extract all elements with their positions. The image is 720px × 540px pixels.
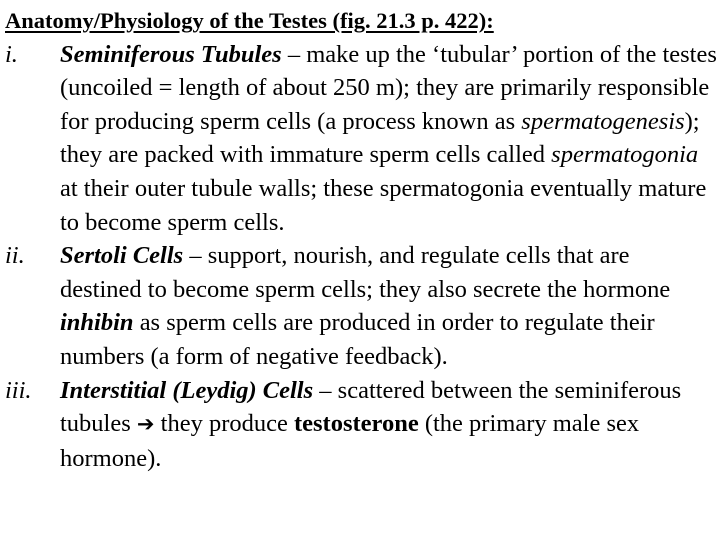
list-item-sertoli-cells xyxy=(5,239,717,373)
text-segment: they produce xyxy=(154,410,294,438)
slide-heading: Anatomy/Physiology of the Testes (fig. 21.3 p. 422): xyxy=(5,8,494,33)
text-segment: as sperm cells are produced in order to regulate their numbers (a form of negative feedback). xyxy=(60,309,655,370)
list-item-interstitial-cells xyxy=(5,374,717,476)
dash: – xyxy=(281,40,307,68)
slide xyxy=(5,4,717,475)
list-item-seminiferous-tubules xyxy=(5,38,717,240)
list-marker: iii. xyxy=(5,376,32,404)
term-inhibin: inhibin xyxy=(60,309,134,337)
text-segment: at their outer tubule walls; these spermatogonia eventually mature to become sperm cells. xyxy=(60,174,707,236)
term-spermatogenesis: spermatogenesis xyxy=(521,107,685,135)
term-seminiferous-tubules: Seminiferous Tubules xyxy=(60,40,282,68)
text-segment: make up the ‘tubular’ portion of the testes (uncoiled = length of about 250 m); they are primarily responsible for producing sperm cells (a process known as xyxy=(60,40,717,135)
list-marker: ii. xyxy=(5,242,25,270)
right-arrow-icon: ➔ xyxy=(136,412,155,437)
term-interstitial-leydig-cells: Interstitial (Leydig) Cells xyxy=(60,376,314,404)
text-segment: ); they are packed with immature sperm cells called xyxy=(60,107,700,169)
dash: – xyxy=(183,242,208,270)
term-sertoli-cells: Sertoli Cells xyxy=(60,242,184,270)
list-item-text xyxy=(60,239,717,373)
text-segment: support, nourish, and regulate cells that are destined to become sperm cells; they also secrete the hormone xyxy=(60,242,671,303)
text-segment: scattered between the seminiferous tubules xyxy=(60,376,682,438)
list-item-text xyxy=(60,38,717,240)
term-testosterone: testosterone xyxy=(293,410,419,438)
text-segment: (the primary male sex hormone). xyxy=(60,410,640,472)
term-spermatogonia: spermatogonia xyxy=(551,141,699,169)
dash: – xyxy=(313,376,338,404)
list-marker: i. xyxy=(5,40,18,68)
list-item-text xyxy=(60,374,717,476)
